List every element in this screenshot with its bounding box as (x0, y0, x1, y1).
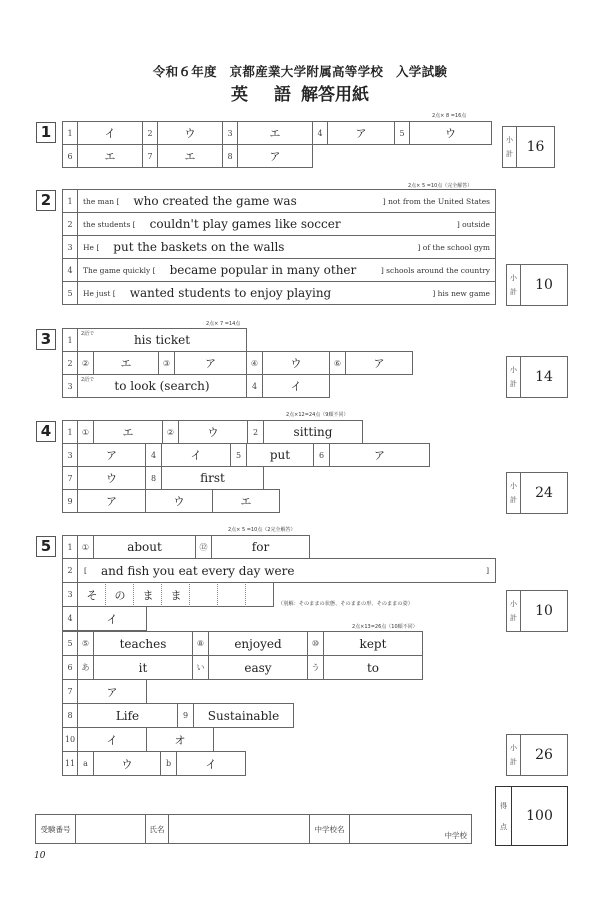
q-number: 8 (62, 703, 78, 728)
q-number: 1 (62, 189, 78, 213)
answer-cell[interactable]: エ (93, 420, 163, 444)
answer-row[interactable]: [ and fish you eat every day were ] (77, 558, 496, 583)
answer-cell[interactable]: teaches (93, 631, 193, 656)
sub-marker: ① (77, 420, 94, 444)
answer-cell[interactable]: ア (327, 121, 395, 145)
hint-label: 2語で (81, 377, 95, 383)
answer-cell[interactable]: ア (345, 351, 413, 375)
q-number: 9 (62, 489, 78, 513)
section-5-score-note-a: 2点× 5 =10点（2完全解答） (228, 527, 296, 533)
answer-cell[interactable]: エ (157, 144, 223, 168)
q-number: 8 (222, 144, 238, 168)
q-number: 7 (142, 144, 158, 168)
sub-marker: い (192, 655, 209, 680)
exam-number-field[interactable] (75, 814, 146, 844)
answer-cell[interactable]: イ (161, 443, 231, 467)
q-number: 1 (62, 420, 78, 444)
q-number: 2 (247, 420, 264, 444)
answer-cell[interactable]: to (323, 655, 423, 680)
answer-cell[interactable]: ア (77, 443, 146, 467)
subtotal-value: 10 (535, 277, 553, 293)
subtotal-value: 26 (535, 747, 553, 763)
sub-marker: ③ (158, 351, 175, 375)
answer-cell[interactable]: ウ (157, 121, 223, 145)
q-number: 2 (62, 351, 78, 375)
section-1-subtotal: 小 計 16 (502, 126, 555, 168)
q-number: 6 (62, 144, 78, 168)
total-score-value: 100 (526, 808, 553, 824)
char-cell[interactable]: そ (77, 582, 106, 607)
answer-row[interactable]: the man [ who created the game was ] not from the United States (77, 189, 496, 213)
answer-cell[interactable]: イ (77, 121, 143, 145)
q-number: 3 (62, 443, 78, 467)
school-name-field[interactable] (349, 814, 472, 844)
alternate-answer-note: （別解：そのままの状態、そのままの形、そのままの姿） (278, 601, 413, 607)
section-1-number: 1 (36, 122, 56, 143)
section-3-number: 3 (36, 329, 56, 350)
answer-cell[interactable]: enjoyed (208, 631, 308, 656)
sub-marker: ④ (246, 351, 263, 375)
answer-cell[interactable]: エ (93, 351, 159, 375)
answer-cell[interactable]: エ (77, 144, 143, 168)
answer-cell[interactable]: Life (77, 703, 178, 728)
q-number: 5 (62, 281, 78, 305)
hint-label: 2語で (81, 331, 95, 337)
exam-subtitle: 令和６年度 京都産業大学附属高等学校 入学試験 (152, 64, 448, 79)
answer-cell[interactable]: オ (146, 727, 214, 752)
answer-cell[interactable]: easy (208, 655, 308, 680)
answer-cell[interactable]: 2語で his ticket (77, 328, 247, 352)
q-number: 1 (62, 121, 78, 145)
q-number: 4 (145, 443, 162, 467)
answer-cell[interactable]: 2語で to look (search) (77, 374, 247, 398)
subtotal-value: 16 (526, 139, 545, 155)
subtotal-value: 24 (535, 485, 553, 501)
page-number: 10 (34, 851, 46, 861)
answer-cell[interactable]: エ (212, 489, 280, 513)
answer-cell[interactable]: kept (323, 631, 423, 656)
q-number: 9 (177, 703, 194, 728)
q-number: 4 (62, 606, 78, 631)
name-field[interactable] (168, 814, 310, 844)
section-5-subtotal-b: 小 計 26 (506, 734, 568, 776)
answer-cell[interactable]: ア (77, 679, 147, 704)
q-number: 5 (230, 443, 247, 467)
answer-cell[interactable]: Sustainable (193, 703, 294, 728)
q-number: 4 (246, 374, 263, 398)
sub-marker: ② (162, 420, 179, 444)
answer-cell[interactable]: first (161, 466, 264, 490)
q-number: 1 (62, 535, 78, 559)
char-cell[interactable] (189, 582, 218, 607)
answer-cell[interactable]: エ (237, 121, 313, 145)
q-number: 6 (62, 655, 78, 680)
section-3-score-note: 2点× 7 =14点 (206, 321, 241, 327)
q-number: 7 (62, 466, 78, 490)
char-cell[interactable] (217, 582, 246, 607)
answer-cell[interactable]: ウ (145, 489, 213, 513)
answer-cell[interactable]: ア (329, 443, 430, 467)
name-label: 氏名 (145, 814, 169, 844)
q-number: 11 (62, 751, 78, 776)
exam-number-label: 受験番号 (35, 814, 76, 844)
section-4-score-note: 2点×12=24点（9順不同） (286, 412, 349, 418)
q-number: 8 (145, 466, 162, 490)
answer-cell[interactable]: ウ (77, 466, 146, 490)
sub-marker: ⑧ (192, 631, 209, 656)
answer-cell[interactable]: ア (174, 351, 247, 375)
section-4-number: 4 (36, 421, 56, 442)
section-2-number: 2 (36, 190, 56, 211)
q-number: 2 (62, 212, 78, 236)
section-5-score-note-b: 2点×13=26点（10順不同） (352, 624, 418, 630)
answer-row[interactable]: the students [ couldn't play games like soccer ] outside (77, 212, 496, 236)
sub-marker: ⑫ (195, 535, 212, 559)
sub-marker: ① (77, 535, 94, 559)
q-number: 2 (142, 121, 158, 145)
answer-cell[interactable]: it (93, 655, 193, 680)
q-number: 7 (62, 679, 78, 704)
answer-cell[interactable]: ウ (409, 121, 492, 145)
answer-cell[interactable]: イ (262, 374, 330, 398)
sub-marker: ② (77, 351, 94, 375)
sub-marker: ⑤ (77, 631, 94, 656)
page-title: 英 語 解答用紙 (231, 85, 369, 105)
answer-cell[interactable]: ウ (93, 751, 161, 776)
section-1-score-note: 2点× 8 =16点 (432, 113, 467, 119)
answer-cell[interactable]: イ (176, 751, 246, 776)
sub-marker: b (160, 751, 177, 776)
q-number: 3 (62, 582, 78, 607)
answer-cell[interactable]: ア (77, 489, 146, 513)
q-number: 10 (62, 727, 78, 752)
q-number: 5 (62, 631, 78, 656)
q-number: 3 (62, 235, 78, 259)
sub-marker: あ (77, 655, 94, 680)
answer-row[interactable]: The game quickly [ became popular in many other ] schools around the country (77, 258, 496, 282)
school-suffix: 中学校 (444, 831, 467, 840)
sub-marker: a (77, 751, 94, 776)
section-2-subtotal: 小 計 10 (506, 264, 568, 306)
q-number: 5 (394, 121, 410, 145)
section-4-subtotal: 小 計 24 (506, 472, 568, 514)
answer-row[interactable]: He [ put the baskets on the walls ] of the school gym (77, 235, 496, 259)
answer-cell[interactable]: sitting (263, 420, 363, 444)
sub-marker: う (307, 655, 324, 680)
answer-cell[interactable]: イ (77, 727, 147, 752)
answer-cell[interactable]: put (246, 443, 314, 467)
subtotal-value: 10 (535, 603, 553, 619)
q-number: 3 (222, 121, 238, 145)
answer-cell[interactable]: イ (77, 606, 147, 631)
section-5-subtotal-a: 小 計 10 (506, 590, 568, 632)
q-number: 1 (62, 328, 78, 352)
section-5-number: 5 (36, 536, 56, 557)
q-number: 2 (62, 558, 78, 583)
q-number: 3 (62, 374, 78, 398)
school-name-label: 中学校名 (309, 814, 350, 844)
answer-row[interactable]: He just [ wanted students to enjoy playing ] his new game (77, 281, 496, 305)
answer-cell[interactable]: for (211, 535, 310, 559)
char-cell[interactable]: ま (161, 582, 190, 607)
char-cell[interactable]: の (105, 582, 134, 607)
char-cell[interactable]: ま (133, 582, 162, 607)
sub-marker: ⑩ (307, 631, 324, 656)
char-cell[interactable] (245, 582, 274, 607)
section-3-subtotal: 小 計 14 (506, 356, 568, 398)
subtotal-value: 14 (535, 369, 553, 385)
q-number: 6 (313, 443, 330, 467)
answer-cell[interactable]: ア (237, 144, 313, 168)
answer-cell[interactable]: about (93, 535, 196, 559)
q-number: 4 (62, 258, 78, 282)
answer-cell[interactable]: ウ (262, 351, 330, 375)
section-2-score-note: 2点× 5 =10点（完全解答） (408, 183, 473, 189)
total-score-box: 得 点 100 (495, 786, 568, 846)
q-number: 4 (312, 121, 328, 145)
answer-cell[interactable]: ウ (178, 420, 248, 444)
sub-marker: ⑥ (329, 351, 346, 375)
